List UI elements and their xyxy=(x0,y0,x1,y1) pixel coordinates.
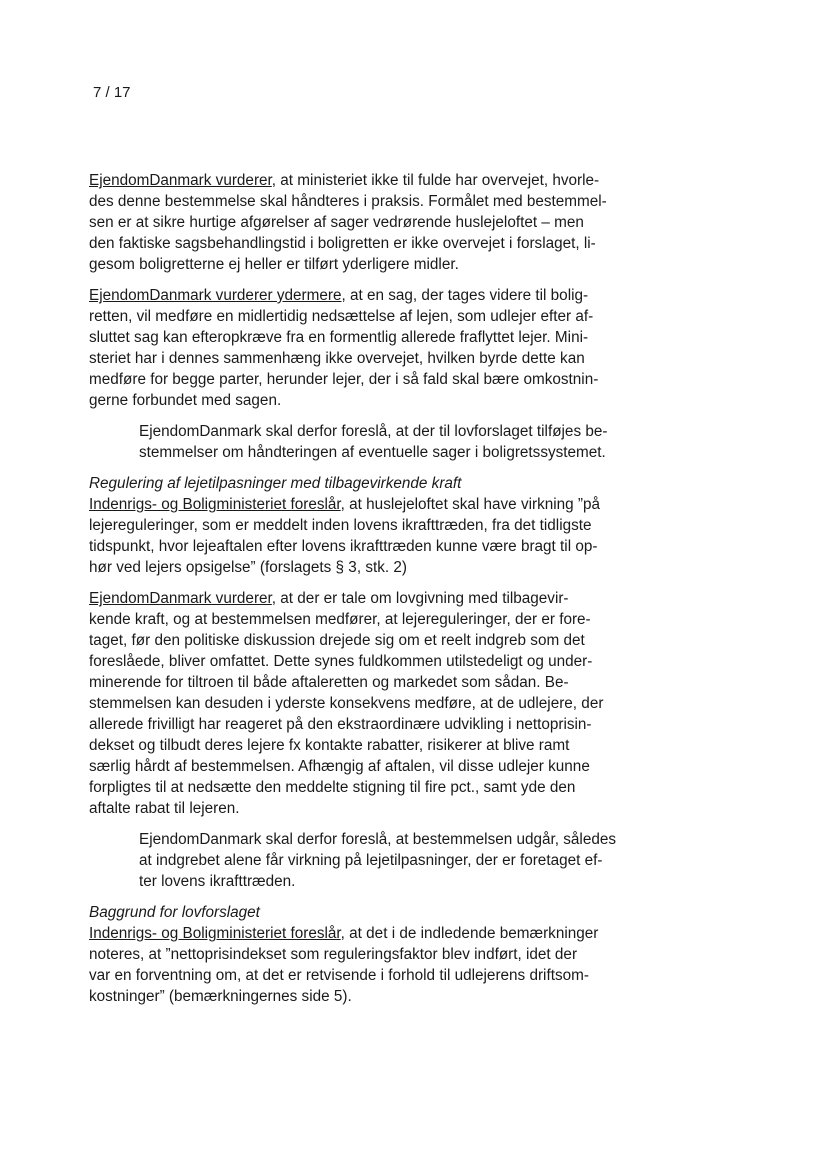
line-text: , at en sag, der tages videre til bolig- xyxy=(341,287,589,304)
line-text: sen er at sikre hurtige afgørelser af sager vedrørende huslejeloftet – men xyxy=(89,214,584,231)
text-line xyxy=(89,672,679,693)
text-line xyxy=(89,191,679,212)
line-text: kende kraft, og at bestemmelsen medfører, at lejereguleringer, der er fore- xyxy=(89,611,591,628)
text-line xyxy=(89,944,679,965)
text-line xyxy=(89,390,679,411)
text-line xyxy=(89,327,679,348)
text-line xyxy=(139,850,679,871)
text-line xyxy=(89,494,679,515)
text-line xyxy=(89,756,679,777)
text-line xyxy=(89,170,679,191)
underlined-source: EjendomDanmark vurderer ydermere xyxy=(89,287,342,304)
line-text: gesom boligretterne ej heller er tilført yderligere midler. xyxy=(89,256,459,273)
page-number: 7 / 17 xyxy=(93,84,131,101)
line-text: steriet har i dennes sammenhæng ikke overvejet, hvilken byrde dette kan xyxy=(89,350,585,367)
line-text: stemmelser om håndteringen af eventuelle sager i boligretssystemet. xyxy=(139,444,606,461)
text-line xyxy=(139,871,679,892)
section-heading: Baggrund for lovforslaget xyxy=(89,904,260,921)
line-text: noteres, at ”nettoprisindekset som reguleringsfaktor blev indført, idet der xyxy=(89,946,578,963)
text-line xyxy=(139,442,679,463)
text-line xyxy=(89,798,679,819)
line-text: var en forventning om, at det er retvisende i forhold til udlejerens driftsom- xyxy=(89,967,589,984)
line-text: taget, før den politiske diskussion drejede sig om et reelt indgreb som det xyxy=(89,632,585,649)
indented-paragraph xyxy=(89,829,679,892)
line-text: minerende for tiltroen til både aftaleretten og markedet som sådan. Be- xyxy=(89,674,569,691)
line-text: EjendomDanmark skal derfor foreslå, at bestemmelsen udgår, således xyxy=(139,831,616,848)
text-line xyxy=(89,651,679,672)
line-text: stemmelsen kan desuden i yderste konsekvens medføre, at de udlejere, der xyxy=(89,695,604,712)
line-text: gerne forbundet med sagen. xyxy=(89,392,282,409)
text-line xyxy=(89,306,679,327)
line-text: medføre for begge parter, herunder lejer, der i så fald skal bære omkostnin- xyxy=(89,371,599,388)
text-line xyxy=(89,986,679,1007)
text-line xyxy=(89,588,679,609)
text-line xyxy=(89,630,679,651)
text-line xyxy=(89,233,679,254)
text-line xyxy=(89,348,679,369)
line-text: kostninger” (bemærkningernes side 5). xyxy=(89,988,352,1005)
line-text: , at huslejeloftet skal have virkning ”på xyxy=(340,496,601,513)
line-text: at indgrebet alene får virkning på lejetilpasninger, der er foretaget ef- xyxy=(139,852,603,869)
line-text: des denne bestemmelse skal håndteres i praksis. Formålet med bestemmel- xyxy=(89,193,607,210)
line-text: særlig hårdt af bestemmelsen. Afhængig af aftalen, vil disse udlejer kunne xyxy=(89,758,590,775)
text-line xyxy=(89,515,679,536)
line-text: , at det i de indledende bemærkninger xyxy=(340,925,599,942)
line-text: aftalte rabat til lejeren. xyxy=(89,800,240,817)
text-line xyxy=(89,609,679,630)
indented-paragraph xyxy=(89,421,679,463)
line-text: lejereguleringer, som er meddelt inden lovens ikrafttræden, fra det tidligste xyxy=(89,517,592,534)
text-line xyxy=(89,923,679,944)
section-heading: Regulering af lejetilpasninger med tilbagevirkende kraft xyxy=(89,475,462,492)
text-line xyxy=(89,254,679,275)
text-line xyxy=(89,735,679,756)
underlined-source: Indenrigs- og Boligministeriet foreslår xyxy=(89,925,341,942)
line-text: , at der er tale om lovgivning med tilbagevir- xyxy=(271,590,569,607)
underlined-source: EjendomDanmark vurderer xyxy=(89,590,272,607)
line-text: retten, vil medføre en midlertidig nedsættelse af lejen, som udlejer efter af- xyxy=(89,308,594,325)
underlined-source: EjendomDanmark vurderer xyxy=(89,172,272,189)
line-text: hør ved lejers opsigelse” (forslagets § 3, stk. 2) xyxy=(89,559,407,576)
line-text: sluttet sag kan efteropkræve fra en formentlig allerede fraflyttet lejer. Mini- xyxy=(89,329,589,346)
paragraph xyxy=(89,902,679,1007)
line-text: tidspunkt, hvor lejeaftalen efter lovens ikrafttræden kunne være bragt til op- xyxy=(89,538,598,555)
line-text: den faktiske sagsbehandlingstid i boligretten er ikke overvejet i forslaget, li- xyxy=(89,235,596,252)
line-text: dekset og tilbudt deres lejere fx kontakte rabatter, risikerer at blive ramt xyxy=(89,737,570,754)
underlined-source: Indenrigs- og Boligministeriet foreslår xyxy=(89,496,341,513)
line-text: ter lovens ikrafttræden. xyxy=(139,873,296,890)
text-line xyxy=(89,557,679,578)
line-text: forpligtes til at nedsætte den meddelte stigning til fire pct., samt yde den xyxy=(89,779,576,796)
line-text: foreslåede, bliver omfattet. Dette synes fuldkommen utilstedeligt og under- xyxy=(89,653,593,670)
text-line xyxy=(89,536,679,557)
text-line xyxy=(89,714,679,735)
text-line xyxy=(89,285,679,306)
line-text: EjendomDanmark skal derfor foreslå, at der til lovforslaget tilføjes be- xyxy=(139,423,608,440)
text-line xyxy=(89,965,679,986)
text-line xyxy=(139,421,679,442)
text-line xyxy=(89,693,679,714)
document-body xyxy=(89,170,679,1017)
text-line xyxy=(139,829,679,850)
text-line xyxy=(89,777,679,798)
paragraph xyxy=(89,170,679,275)
line-text: , at ministeriet ikke til fulde har overvejet, hvorle- xyxy=(271,172,600,189)
paragraph xyxy=(89,285,679,411)
line-text: allerede frivilligt har reageret på den ekstraordinære udvikling i nettoprisin- xyxy=(89,716,592,733)
paragraph xyxy=(89,473,679,578)
text-line xyxy=(89,212,679,233)
paragraph xyxy=(89,588,679,819)
text-line xyxy=(89,369,679,390)
